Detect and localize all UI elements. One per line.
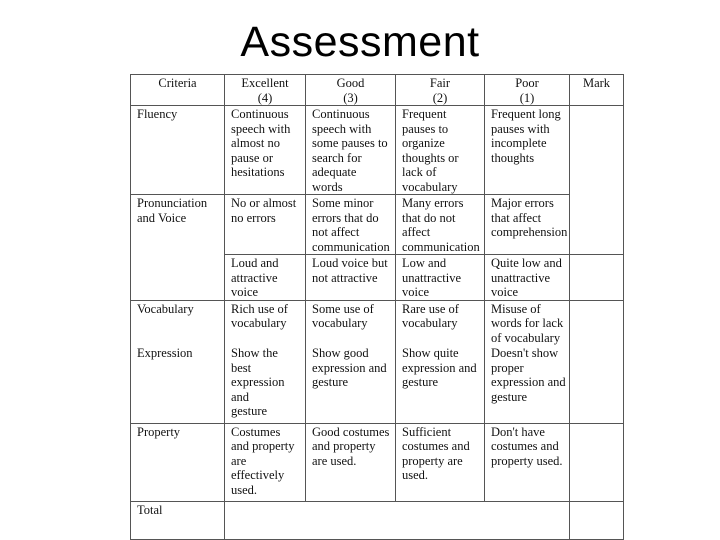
table-row-property: [131, 423, 624, 501]
mark-cell-vocabulary-expression: [570, 300, 624, 423]
cell-fluency-good: Continuous speech with some pauses to search for adequate words: [306, 106, 396, 195]
table-row-expression: [131, 345, 624, 423]
header-poor: Poor (1): [485, 75, 570, 106]
cell-property-fair: Sufficient costumes and property are used.: [396, 423, 485, 501]
cell-fluency-fair: Frequent pauses to organize thoughts or lack of vocabulary: [396, 106, 485, 195]
header-criteria: Criteria: [131, 75, 225, 106]
header-row: [131, 75, 624, 106]
criteria-expression: Expression: [131, 345, 225, 423]
cell-pronunciation-excellent: No or almost no errors: [225, 195, 306, 255]
cell-voice-poor: Quite low and unattractive voice: [485, 255, 570, 301]
criteria-property: Property: [131, 423, 225, 501]
total-merged-cell: [225, 501, 570, 539]
cell-fluency-poor: Frequent long pauses with incomplete thoughts: [485, 106, 570, 195]
cell-property-good: Good costumes and property are used.: [306, 423, 396, 501]
cell-voice-good: Loud voice but not attractive: [306, 255, 396, 301]
cell-pronunciation-good: Some minor errors that do not affect communication: [306, 195, 396, 255]
cell-property-poor: Don't have costumes and property used.: [485, 423, 570, 501]
header-fair: Fair (2): [396, 75, 485, 106]
header-mark: Mark: [570, 75, 624, 106]
criteria-vocabulary: Vocabulary: [131, 300, 225, 345]
cell-pronunciation-fair: Many errors that do not affect communication: [396, 195, 485, 255]
cell-property-excellent: Costumes and property are effectively used.: [225, 423, 306, 501]
mark-cell-fluency: [570, 106, 624, 255]
criteria-pronunciation: Pronunciation and Voice: [131, 195, 225, 301]
assessment-rubric-table: [130, 74, 624, 540]
table-row-vocabulary: [131, 300, 624, 345]
cell-vocabulary-excellent: Rich use of vocabulary: [225, 300, 306, 345]
cell-expression-excellent: Show the best expression and gesture: [225, 345, 306, 423]
cell-pronunciation-poor: Major errors that affect comprehension: [485, 195, 570, 255]
cell-expression-poor: Doesn't show proper expression and gesture: [485, 345, 570, 423]
table-row-pronunciation: [131, 195, 624, 255]
criteria-fluency: Fluency: [131, 106, 225, 195]
cell-vocabulary-fair: Rare use of vocabulary: [396, 300, 485, 345]
cell-voice-excellent: Loud and attractive voice: [225, 255, 306, 301]
slide-title: Assessment: [240, 18, 480, 66]
header-excellent: Excellent (4): [225, 75, 306, 106]
mark-cell-property: [570, 423, 624, 501]
criteria-total: Total: [131, 501, 225, 539]
cell-fluency-excellent: Continuous speech with almost no pause or hesitations: [225, 106, 306, 195]
mark-cell-voice: [570, 255, 624, 301]
cell-voice-fair: Low and unattractive voice: [396, 255, 485, 301]
table-row-total: [131, 501, 624, 539]
header-good: Good (3): [306, 75, 396, 106]
cell-vocabulary-poor: Misuse of words for lack of vocabulary: [485, 300, 570, 345]
mark-cell-total: [570, 501, 624, 539]
table-row-fluency: [131, 106, 624, 195]
cell-expression-fair: Show quite expression and gesture: [396, 345, 485, 423]
cell-vocabulary-good: Some use of vocabulary: [306, 300, 396, 345]
cell-expression-good: Show good expression and gesture: [306, 345, 396, 423]
